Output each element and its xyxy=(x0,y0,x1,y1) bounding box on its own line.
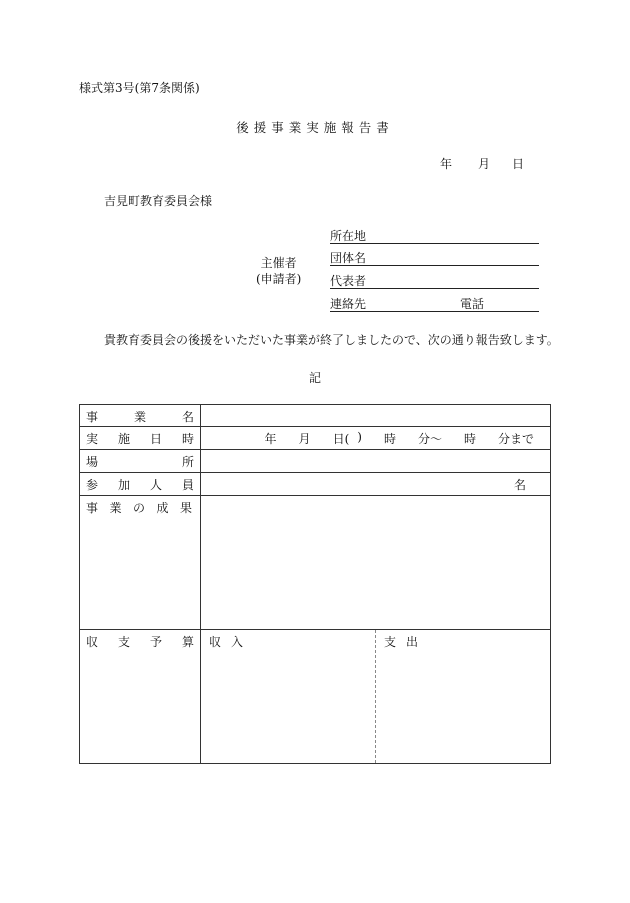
date-month: 月 xyxy=(478,157,491,171)
participants-label xyxy=(80,473,201,496)
label-char: 年 xyxy=(264,432,277,446)
label-char: 加 xyxy=(117,478,130,492)
table-row-results xyxy=(80,496,551,630)
place-input[interactable] xyxy=(201,450,551,473)
phone-label: 電話 xyxy=(460,297,485,311)
date-line xyxy=(440,155,524,172)
label-char: 時 xyxy=(181,432,194,446)
label-char: 所 xyxy=(181,455,194,469)
recipient: 吉見町教育委員会様 xyxy=(104,194,213,208)
date-time-label xyxy=(80,427,201,450)
label-char: 施 xyxy=(117,432,130,446)
organizer-label xyxy=(256,255,301,287)
label-char: 員 xyxy=(181,478,194,492)
table-row-date-time xyxy=(80,427,551,450)
label-char: 日( xyxy=(332,432,350,446)
address-label: 所在地 xyxy=(330,229,367,243)
date-time-input[interactable] xyxy=(201,427,551,450)
label-char: 分まで xyxy=(497,432,534,446)
label-char: 業 xyxy=(133,410,146,424)
label-char: 場 xyxy=(86,455,99,469)
income-area[interactable] xyxy=(201,630,376,763)
label-char: 日 xyxy=(149,432,162,446)
label-char: 支 xyxy=(117,635,130,649)
ki-mark: 記 xyxy=(308,371,321,385)
organizer-title: 主催者 xyxy=(260,256,297,270)
results-input[interactable] xyxy=(201,496,551,630)
label-char: 分〜 xyxy=(417,432,442,446)
group-name-field[interactable] xyxy=(330,249,539,266)
report-table xyxy=(79,404,551,764)
group-name-label: 団体名 xyxy=(330,251,367,265)
address-field[interactable] xyxy=(330,227,539,244)
label-char: 実 xyxy=(86,432,99,446)
table-row-event-name xyxy=(80,405,551,427)
schedule-text xyxy=(201,427,550,448)
label-char: 事 xyxy=(86,410,99,424)
place-label xyxy=(80,450,201,473)
date-day: 日 xyxy=(512,157,525,171)
label-char: 時 xyxy=(383,432,396,446)
table-row-participants xyxy=(80,473,551,496)
participants-input[interactable] xyxy=(201,473,551,496)
label-char: 果 xyxy=(179,501,192,515)
expense-label: 支出 xyxy=(384,635,429,649)
label-char: ) xyxy=(357,430,362,444)
label-char: の xyxy=(132,501,145,515)
table-row-place xyxy=(80,450,551,473)
label-char: 成 xyxy=(156,501,169,515)
organizer-sublabel: (申請者) xyxy=(256,272,302,286)
participants-unit: 名 xyxy=(513,478,526,492)
table-row-budget xyxy=(80,630,551,764)
label-char: 収 xyxy=(86,635,99,649)
contact-label: 連絡先 xyxy=(330,297,367,311)
label-char: 月 xyxy=(298,432,311,446)
event-name-label xyxy=(80,405,201,427)
expense-area[interactable] xyxy=(376,630,550,763)
income-label: 収入 xyxy=(209,635,254,649)
document-title: 後援事業実施報告書 xyxy=(236,120,394,135)
event-name-input[interactable] xyxy=(201,405,551,427)
label-char: 算 xyxy=(181,635,194,649)
representative-field[interactable] xyxy=(330,272,539,289)
label-char: 参 xyxy=(86,478,99,492)
label-char: 予 xyxy=(149,635,162,649)
label-char: 名 xyxy=(181,410,194,424)
label-char: 業 xyxy=(109,501,122,515)
body-text: 貴教育委員会の後援をいただいた事業が終了しましたので、次の通り報告致します。 xyxy=(104,333,559,347)
date-year: 年 xyxy=(440,157,453,171)
budget-cell xyxy=(201,630,551,764)
results-label xyxy=(80,496,201,630)
label-char: 人 xyxy=(149,478,162,492)
budget-label xyxy=(80,630,201,764)
contact-field[interactable] xyxy=(330,295,539,312)
representative-label: 代表者 xyxy=(330,274,367,288)
label-char: 時 xyxy=(463,432,476,446)
form-number: 様式第3号(第7条関係) xyxy=(79,81,200,95)
label-char: 事 xyxy=(86,501,99,515)
